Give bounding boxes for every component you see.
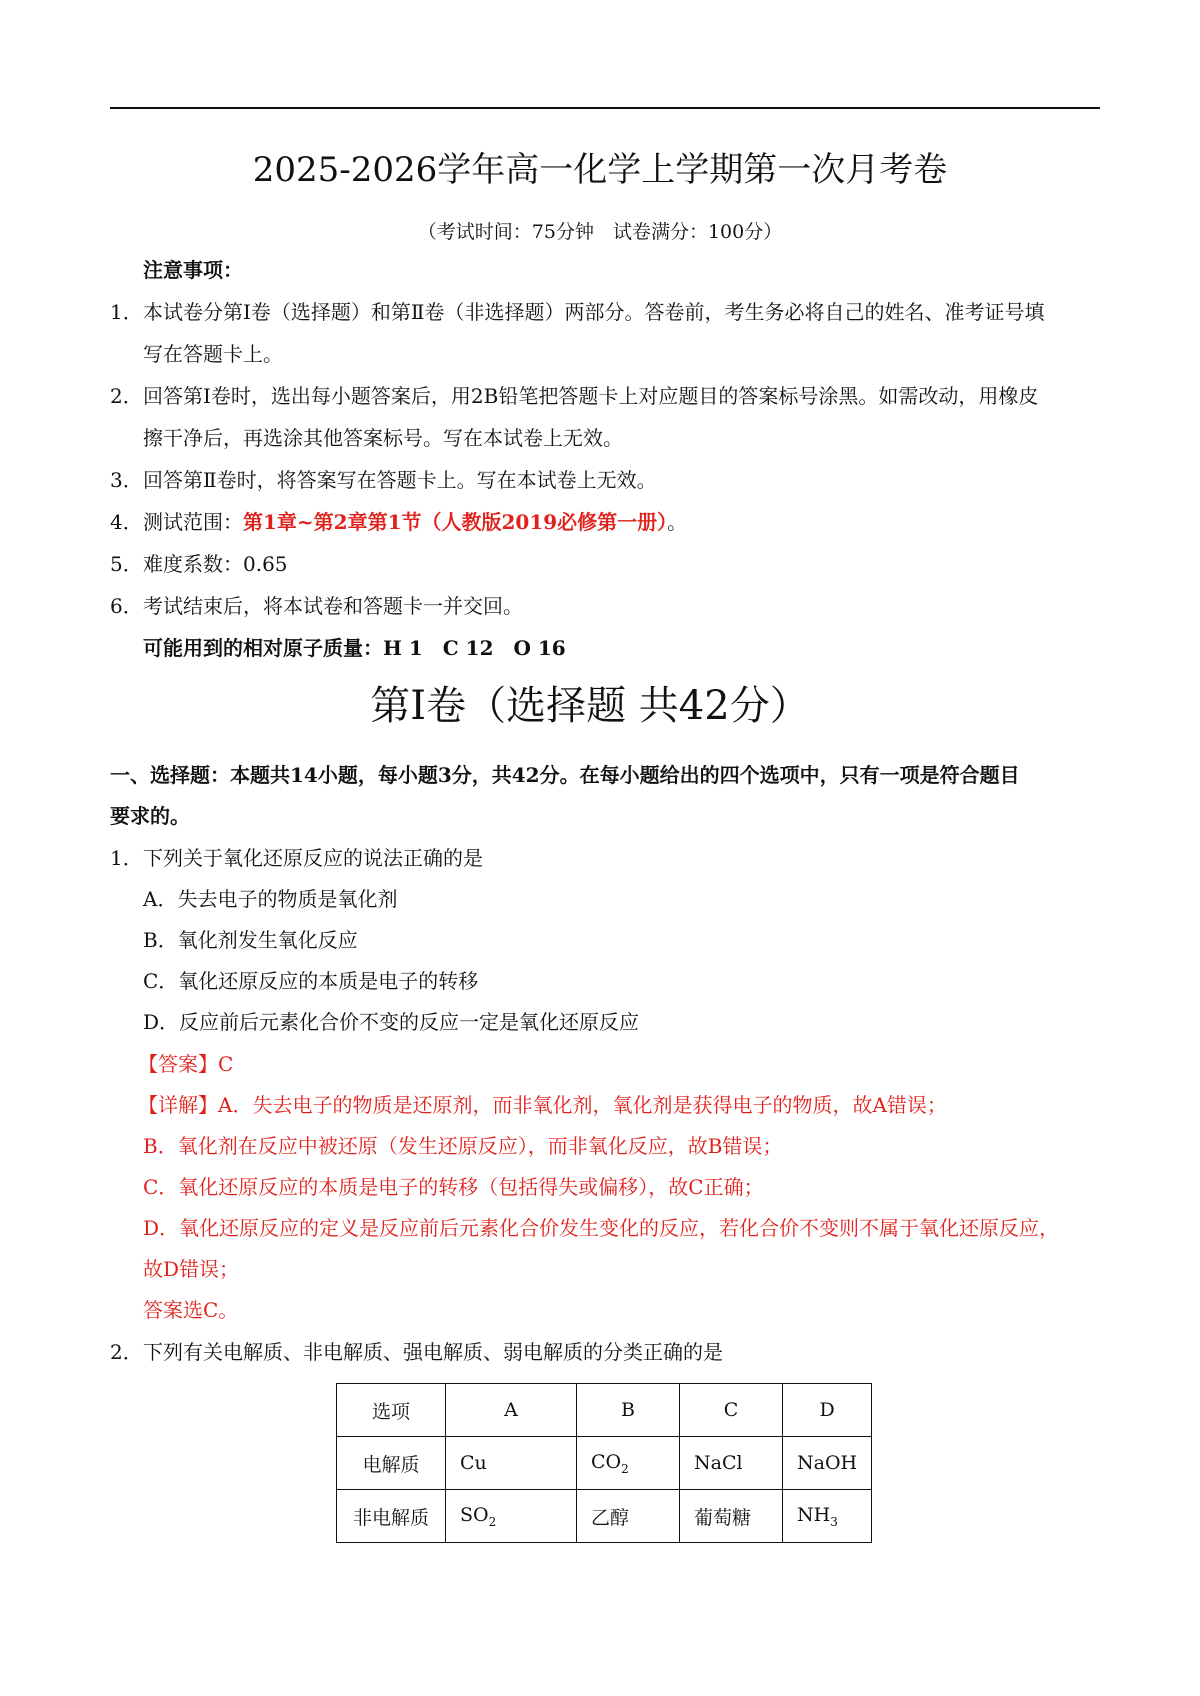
note-num: 3． [110, 468, 143, 492]
notes-heading: 注意事项： [143, 258, 243, 282]
table-cell: 葡萄糖 [680, 1490, 783, 1543]
note-1 [110, 297, 1045, 327]
formula-subscript: 2 [621, 1461, 629, 1476]
explanation-line: 【详解】A．失去电子的物质是还原剂，而非氧化剂，氧化剂是获得电子的物质，故A错误； [138, 1093, 947, 1117]
table-cell: Cu [446, 1437, 577, 1490]
explanation-line: C．氧化还原反应的本质是电子的转移（包括得失或偏移），故C正确； [143, 1175, 764, 1199]
note-2-cont: 擦干净后，再选涂其他答案标号。写在本试卷上无效。 [143, 426, 623, 450]
table-row-label: 非电解质 [337, 1490, 446, 1543]
note-prefix: 测试范围： [143, 510, 243, 534]
option-d: D．反应前后元素化合价不变的反应一定是氧化还原反应 [143, 1010, 640, 1034]
question-1-stem [110, 843, 483, 873]
table-cell: A [446, 1384, 577, 1437]
test-scope-highlight: 第1章~第2章第1节（人教版2019必修第一册） [243, 510, 668, 534]
note-text: 难度系数：0.65 [143, 552, 288, 576]
question-text: 下列关于氧化还原反应的说法正确的是 [143, 846, 483, 870]
question-text: 下列有关电解质、非电解质、强电解质、弱电解质的分类正确的是 [143, 1340, 723, 1364]
option-c: C．氧化还原反应的本质是电子的转移 [143, 969, 479, 993]
formula-text: NH [797, 1503, 831, 1526]
table-cell [577, 1437, 680, 1490]
table-cell [446, 1490, 577, 1543]
formula-subscript: 2 [488, 1514, 497, 1529]
question-2-stem [110, 1337, 723, 1367]
section-title: 第Ⅰ卷（选择题 共42分） [370, 683, 810, 729]
note-6 [110, 591, 523, 621]
table-cell [783, 1490, 872, 1543]
table-row [337, 1437, 872, 1490]
formula-text: SO [460, 1503, 489, 1526]
table-row [337, 1490, 872, 1543]
table-cell: 选项 [337, 1384, 446, 1437]
answer-label: 【答案】C [138, 1052, 234, 1076]
note-num: 2． [110, 384, 143, 408]
option-b: B．氧化剂发生氧化反应 [143, 928, 358, 952]
note-suffix: 。 [667, 510, 688, 534]
question-num: 1． [110, 846, 143, 870]
note-3 [110, 465, 657, 495]
explanation-line: 答案选C。 [143, 1298, 239, 1322]
table-header-row [337, 1384, 872, 1437]
note-text: 回答第Ⅰ卷时，选出每小题答案后，用2B铅笔把答题卡上对应题目的答案标号涂黑。如需改动，用橡皮 [143, 384, 1039, 408]
explanation-line: D．氧化还原反应的定义是反应前后元素化合价发生变化的反应，若化合价不变则不属于氧化还原反应， [143, 1216, 1060, 1240]
note-num: 4． [110, 510, 143, 534]
exam-subtitle: （考试时间：75分钟 试卷满分：100分） [417, 221, 783, 243]
note-2 [110, 381, 1038, 411]
table-row-label: 电解质 [337, 1437, 446, 1490]
section-intro: 一、选择题：本题共14小题，每小题3分，共42分。在每小题给出的四个选项中，只有一项是符合题目 [110, 763, 1020, 787]
note-text: 本试卷分第Ⅰ卷（选择题）和第Ⅱ卷（非选择题）两部分。答卷前，考生务必将自己的姓名、准考证号填 [143, 300, 1045, 324]
option-a: A．失去电子的物质是氧化剂 [143, 887, 398, 911]
table-cell: D [783, 1384, 872, 1437]
note-4 [110, 507, 687, 537]
classification-table [336, 1383, 872, 1543]
table-cell: C [680, 1384, 783, 1437]
note-num: 1． [110, 300, 143, 324]
exam-title: 2025-2026学年高一化学上学期第一次月考卷 [252, 150, 948, 190]
note-5 [110, 549, 288, 579]
table-cell: NaOH [783, 1437, 872, 1490]
explanation-line: 故D错误； [143, 1257, 240, 1281]
section-intro-cont: 要求的。 [110, 804, 190, 828]
formula-subscript: 3 [830, 1514, 838, 1529]
table-cell: NaCl [680, 1437, 783, 1490]
note-num: 5． [110, 552, 143, 576]
atomic-mass-line: 可能用到的相对原子质量：H 1 C 12 O 16 [143, 636, 566, 660]
note-text: 回答第Ⅱ卷时，将答案写在答题卡上。写在本试卷上无效。 [143, 468, 657, 492]
question-num: 2． [110, 1340, 143, 1364]
formula-text: CO [591, 1450, 622, 1473]
top-rule [110, 107, 1100, 109]
note-1-cont: 写在答题卡上。 [143, 342, 283, 366]
note-num: 6． [110, 594, 143, 618]
note-text: 考试结束后，将本试卷和答题卡一并交回。 [143, 594, 523, 618]
explanation-line: B．氧化剂在反应中被还原（发生还原反应），而非氧化反应，故B错误； [143, 1134, 783, 1158]
table-cell: 乙醇 [577, 1490, 680, 1543]
table-cell: B [577, 1384, 680, 1437]
